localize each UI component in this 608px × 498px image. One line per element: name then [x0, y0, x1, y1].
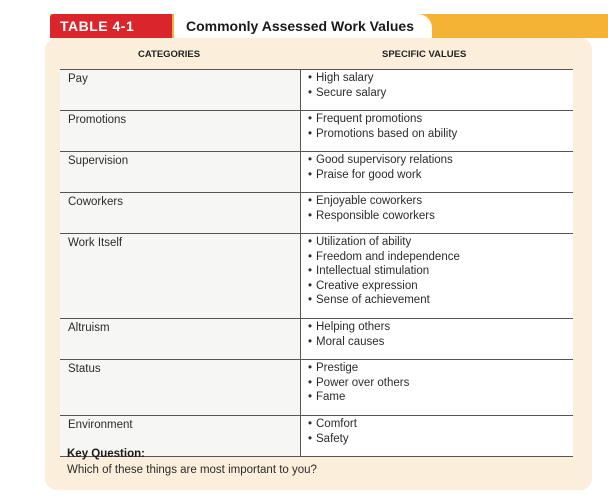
values-list — [308, 235, 573, 308]
category-cell: Coworkers — [60, 193, 300, 233]
value-item: • Comfort — [308, 417, 573, 432]
category-cell: Promotions — [60, 111, 300, 151]
value-item: • Freedom and independence — [308, 250, 573, 265]
table-card — [45, 38, 592, 490]
key-question-label: Key Question: — [67, 448, 145, 460]
value-item: • Secure salary — [308, 86, 573, 101]
key-question-text: Which of these things are most important to you? — [67, 464, 317, 476]
specific-values-cell — [300, 111, 573, 151]
specific-values-cell — [300, 360, 573, 415]
category-cell: Altruism — [60, 319, 300, 359]
table-row — [60, 69, 573, 110]
value-item: • Frequent promotions — [308, 112, 573, 127]
values-list — [308, 194, 573, 223]
value-item: • Responsible coworkers — [308, 209, 573, 224]
value-item: • Safety — [308, 432, 573, 447]
table-row — [60, 318, 573, 359]
value-item: • Creative expression — [308, 279, 573, 294]
table-row — [60, 151, 573, 192]
values-list — [308, 153, 573, 182]
value-item: • Enjoyable coworkers — [308, 194, 573, 209]
specific-values-cell — [300, 70, 573, 110]
value-item: • Moral causes — [308, 335, 573, 350]
values-list — [308, 361, 573, 405]
column-header-specific-values: SPECIFIC VALUES — [382, 49, 467, 60]
specific-values-cell — [300, 193, 573, 233]
values-list — [308, 320, 573, 349]
table-body — [60, 69, 573, 457]
value-item: • Power over others — [308, 376, 573, 391]
specific-values-cell — [300, 234, 573, 318]
table-row — [60, 192, 573, 233]
table-row — [60, 110, 573, 151]
value-item: • Intellectual stimulation — [308, 264, 573, 279]
value-item: • Utilization of ability — [308, 235, 573, 250]
table-number-label: TABLE 4-1 — [50, 14, 172, 38]
value-item: • High salary — [308, 71, 573, 86]
values-list — [308, 417, 573, 446]
value-item: • Sense of achievement — [308, 293, 573, 308]
table-title: Commonly Assessed Work Values — [186, 18, 414, 34]
category-cell: Supervision — [60, 152, 300, 192]
category-cell: Status — [60, 360, 300, 415]
values-list — [308, 71, 573, 100]
table-row — [60, 233, 573, 318]
value-item: • Good supervisory relations — [308, 153, 573, 168]
value-item: • Praise for good work — [308, 168, 573, 183]
value-item: • Prestige — [308, 361, 573, 376]
value-item: • Promotions based on ability — [308, 127, 573, 142]
category-cell: Environment — [60, 416, 300, 456]
specific-values-cell — [300, 416, 573, 456]
value-item: • Helping others — [308, 320, 573, 335]
category-cell: Pay — [60, 70, 300, 110]
category-cell: Work Itself — [60, 234, 300, 318]
specific-values-cell — [300, 319, 573, 359]
column-header-categories: CATEGORIES — [138, 49, 201, 60]
specific-values-cell — [300, 152, 573, 192]
table-row — [60, 359, 573, 415]
value-item: • Fame — [308, 390, 573, 405]
values-list — [308, 112, 573, 141]
